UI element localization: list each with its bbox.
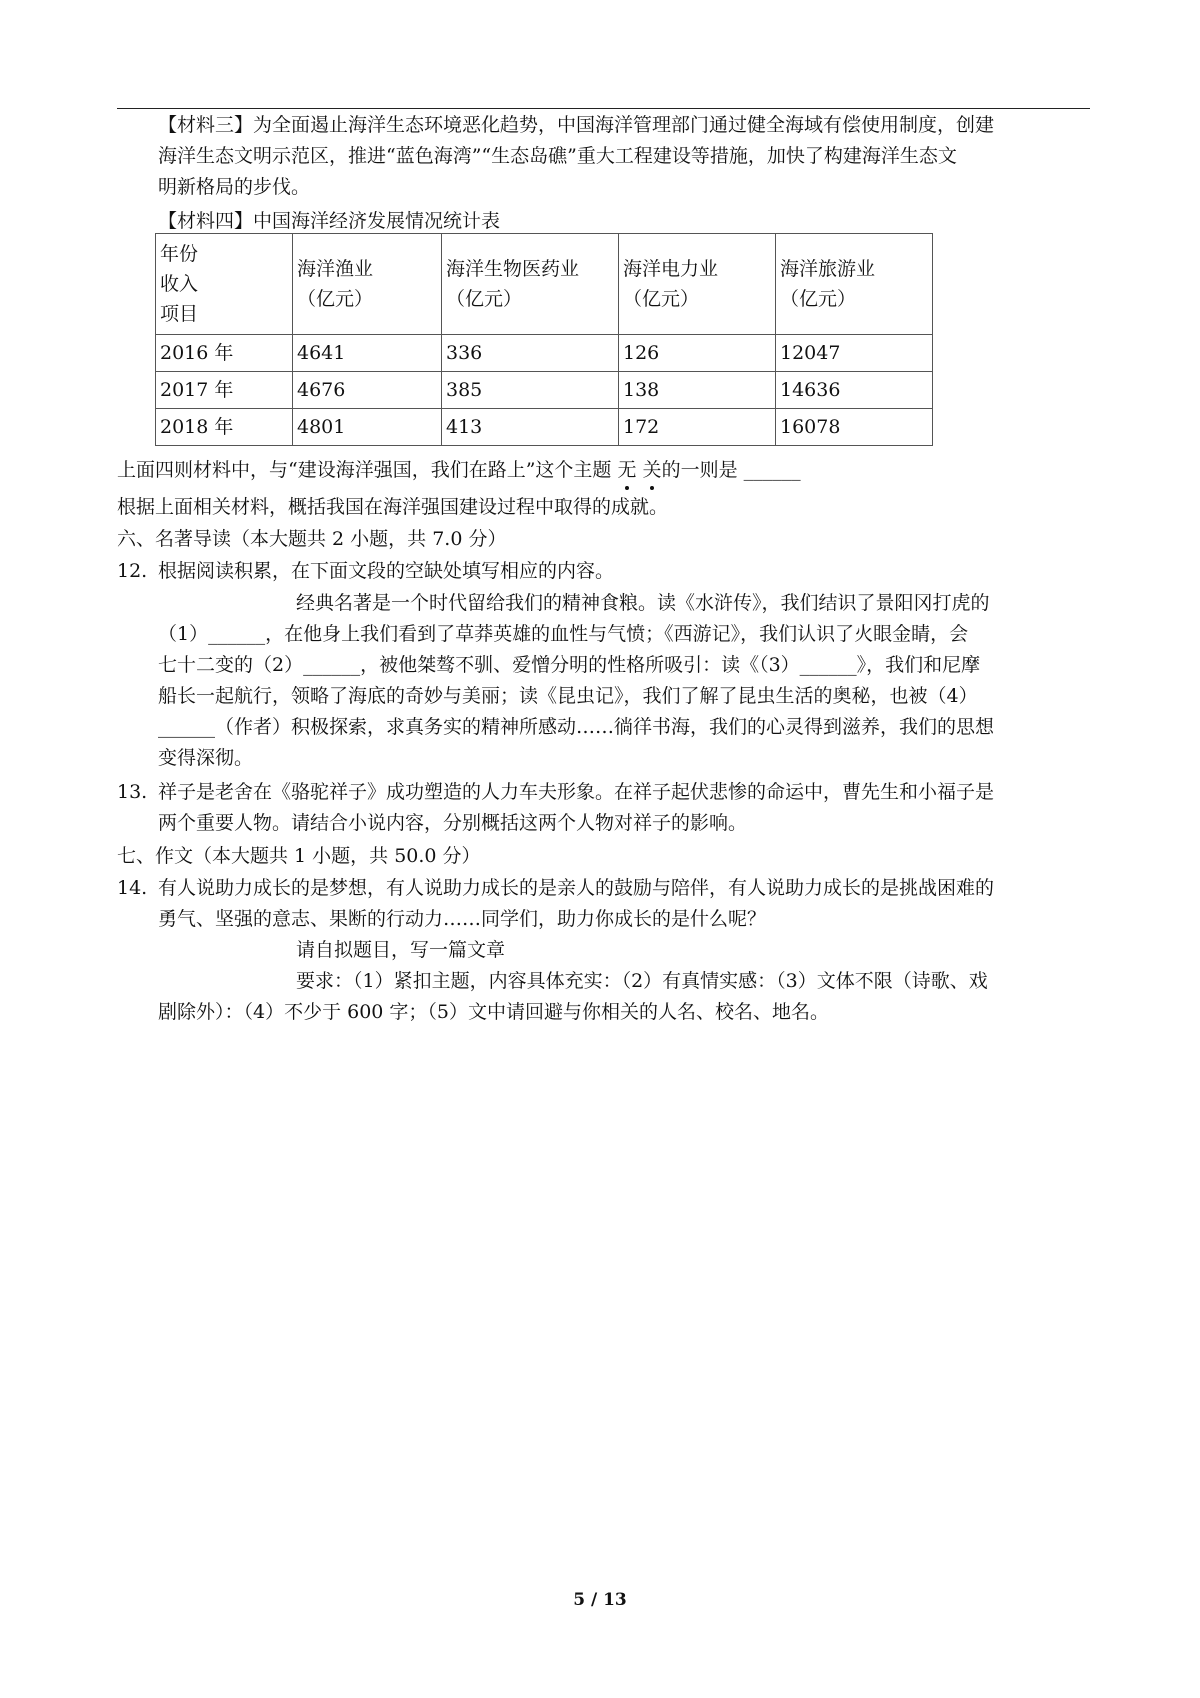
q14-line4: 要求：（1）紧扣主题，内容具体充实：（2）有真情实感：（3）文体不限（诗歌、戏: [296, 970, 988, 992]
column-header-fishery: [293, 234, 442, 335]
passage-line: 七十二变的（2）______，被他桀骜不驯、爱憎分明的性格所吸引：读《（3）______》，我们和尼摩: [158, 654, 981, 676]
ocean-economy-table: [155, 233, 933, 446]
table-row: [156, 409, 933, 446]
row-year: 2018 年: [156, 409, 293, 446]
column-unit: （亿元）: [623, 288, 700, 310]
q14-number: 14.: [117, 877, 148, 899]
table-cell: 126: [619, 335, 776, 372]
corner-label-income: 收入: [160, 273, 199, 295]
passage-line: 船长一起航行，领略了海底的奇妙与美丽；读《昆虫记》，我们了解了昆虫生活的奥秘，也被（4）: [158, 685, 978, 707]
column-unit: （亿元）: [780, 288, 857, 310]
question-summary: 根据上面相关材料，概括我国在海洋强国建设过程中取得的成就。: [117, 496, 669, 518]
passage-line: （1）______，在他身上我们看到了草莽英雄的血性与气愤；《西游记》，我们认识了火眼金睛，会: [158, 623, 969, 645]
material3-line3: 明新格局的步伐。: [158, 176, 311, 198]
header-rule: [117, 108, 1090, 109]
table-cell: 4641: [293, 335, 442, 372]
passage-line: 经典名著是一个时代留给我们的精神食粮。读《水浒传》，我们结识了景阳冈打虎的: [296, 592, 990, 614]
table-cell: 4801: [293, 409, 442, 446]
column-header-biomedicine: [442, 234, 619, 335]
passage-line: 变得深彻。: [158, 747, 254, 769]
column-name: 海洋旅游业: [780, 258, 876, 280]
q13-number: 13.: [117, 781, 148, 803]
column-name: 海洋电力业: [623, 258, 719, 280]
row-year: 2017 年: [156, 372, 293, 409]
q14-line5: 剧除外）：（4）不少于 600 字；（5）文中请回避与你相关的人名、校名、地名。: [158, 1001, 830, 1023]
q13-line2: 两个重要人物。请结合小说内容，分别概括这两个人物对祥子的影响。: [158, 812, 748, 834]
passage-line: ______（作者）积极探索，求真务实的精神所感动……徜徉书海，我们的心灵得到滋养，我们的思想: [158, 716, 995, 738]
table-cell: 172: [619, 409, 776, 446]
section7-heading: 七、作文（本大题共 1 小题，共 50.0 分）: [117, 845, 481, 867]
table-row: [156, 372, 933, 409]
emphasis-char-1: 无: [617, 459, 637, 481]
section6-heading: [117, 526, 506, 552]
question-suffix: 的一则是 ______: [661, 459, 801, 481]
table-header-row: [156, 234, 933, 335]
table-cell: 413: [442, 409, 619, 446]
q13-line1: 祥子是老舍在《骆驼祥子》成功塑造的人力车夫形象。在祥子起伏悲惨的命运中，曹先生和小福子是: [158, 781, 995, 803]
table-cell: 138: [619, 372, 776, 409]
table-cell: 4676: [293, 372, 442, 409]
section-heading-text: 六、名著导读（本大题共 2 小题，共 7.0 分）: [117, 528, 507, 550]
table-corner-cell: [156, 234, 293, 335]
q12-text: 根据阅读积累，在下面文段的空缺处填写相应的内容。: [158, 560, 615, 582]
q14-line3: 请自拟题目，写一篇文章: [296, 939, 506, 961]
page-number: 5 / 13: [573, 1590, 627, 1610]
table-cell: 385: [442, 372, 619, 409]
table-cell: 14636: [776, 372, 933, 409]
corner-label-item: 项目: [160, 303, 199, 325]
table-cell: 12047: [776, 335, 933, 372]
corner-label-year: 年份: [160, 243, 199, 265]
column-unit: （亿元）: [297, 288, 374, 310]
table-row: [156, 335, 933, 372]
q14-line1: 有人说助力成长的是梦想，有人说助力成长的是亲人的鼓励与陪伴，有人说助力成长的是挑战困难的: [158, 877, 995, 899]
question-unrelated-material: [117, 457, 801, 483]
column-name: 海洋渔业: [297, 258, 374, 280]
q14-line2: 勇气、坚强的意志、果断的行动力……同学们，助力你成长的是什么呢？: [158, 908, 767, 930]
question-prefix: 上面四则材料中，与“建设海洋强国，我们在路上”这个主题: [117, 459, 612, 481]
column-header-power: [619, 234, 776, 335]
emphasis-char-2: 关: [642, 459, 662, 481]
table-cell: 16078: [776, 409, 933, 446]
table-cell: 336: [442, 335, 619, 372]
material4-title: 【材料四】中国海洋经济发展情况统计表: [158, 210, 501, 232]
material3-line2: 海洋生态文明示范区，推进“蓝色海湾”“生态岛礁”重大工程建设等措施，加快了构建海洋生态文: [158, 145, 957, 167]
column-name: 海洋生物医药业: [446, 258, 580, 280]
column-header-tourism: [776, 234, 933, 335]
q12-number: 12.: [117, 560, 148, 582]
material3-line1: 【材料三】为全面遏止海洋生态环境恶化趋势，中国海洋管理部门通过健全海域有偿使用制度，创建: [158, 114, 995, 136]
column-unit: （亿元）: [446, 288, 523, 310]
row-year: 2016 年: [156, 335, 293, 372]
